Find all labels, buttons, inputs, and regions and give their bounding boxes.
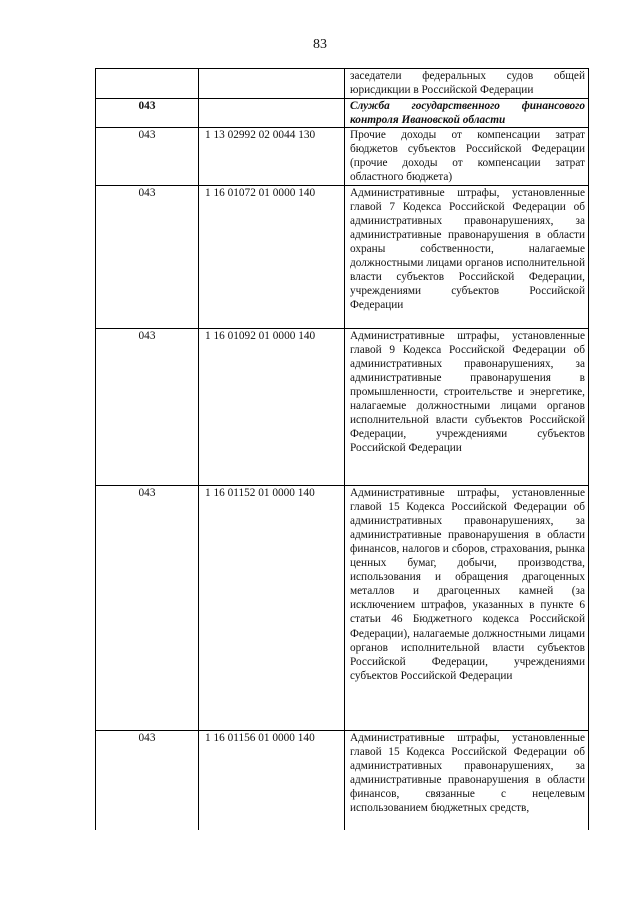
- table-row: [96, 69, 589, 99]
- table-row: [96, 485, 589, 730]
- table-row: [96, 328, 589, 485]
- table-row: [96, 185, 589, 328]
- table-row-header: [96, 99, 589, 128]
- description-cell: Административные штрафы, установленные главой 7 Кодекса Российской Федерации об административных правонарушениях, за административные правонарушения в области охраны собственности, налагаемые должностными лицами органов исполнительной власти субъектов Российской Федерации, учреждениями субъектов Российской Федерации: [345, 185, 589, 328]
- revenue-code-cell: [199, 69, 345, 99]
- revenue-codes-table: [95, 68, 589, 830]
- admin-code-cell: 043: [96, 128, 199, 185]
- revenue-code-cell: [199, 99, 345, 128]
- revenue-code-cell: 1 16 01092 01 0000 140: [199, 328, 345, 485]
- revenue-code-cell: 1 16 01152 01 0000 140: [199, 485, 345, 730]
- revenue-code-cell: 1 13 02992 02 0044 130: [199, 128, 345, 185]
- table-row: [96, 730, 589, 830]
- table-row: [96, 128, 589, 185]
- admin-code-cell: 043: [96, 99, 199, 128]
- revenue-code-cell: 1 16 01156 01 0000 140: [199, 730, 345, 830]
- admin-code-cell: 043: [96, 328, 199, 485]
- admin-code-cell: 043: [96, 485, 199, 730]
- description-cell: Административные штрафы, установленные главой 9 Кодекса Российской Федерации об административных правонарушениях, за административные правонарушения в промышленности, строительстве и энергетике, налагаемые должностными лицами органов исполнительной власти субъектов Российской Федерации, учреждениями субъектов Российской Федерации: [345, 328, 589, 485]
- description-cell: Административные штрафы, установленные главой 15 Кодекса Российской Федерации об административных правонарушениях, за административные правонарушения в области финансов, связанные с нецелевым использованием бюджетных средств,: [345, 730, 589, 830]
- admin-code-cell: 043: [96, 730, 199, 830]
- admin-code-cell: [96, 69, 199, 99]
- description-cell: заседатели федеральных судов общей юрисдикции в Российской Федерации: [345, 69, 589, 99]
- description-cell: Административные штрафы, установленные главой 15 Кодекса Российской Федерации об административных правонарушениях, за административные правонарушения в области финансов, налогов и сборов, страхования, рынка ценных бумаг, добычи, производства, использования и обращения драгоценных металлов и драгоценных камней (за исключением штрафов, указанных в пункте 6 статьи 46 Бюджетного кодекса Российской Федерации), налагаемые должностными лицами органов исполнительной власти субъектов Российской Федерации, учреждениями субъектов Российской Федерации: [345, 485, 589, 730]
- admin-code-cell: 043: [96, 185, 199, 328]
- page-number: 83: [313, 37, 327, 52]
- description-cell: Прочие доходы от компенсации затрат бюджетов субъектов Российской Федерации (прочие доходы от компенсации затрат областного бюджета): [345, 128, 589, 185]
- revenue-code-cell: 1 16 01072 01 0000 140: [199, 185, 345, 328]
- department-title-cell: Служба государственного финансового контроля Ивановской области: [345, 99, 589, 128]
